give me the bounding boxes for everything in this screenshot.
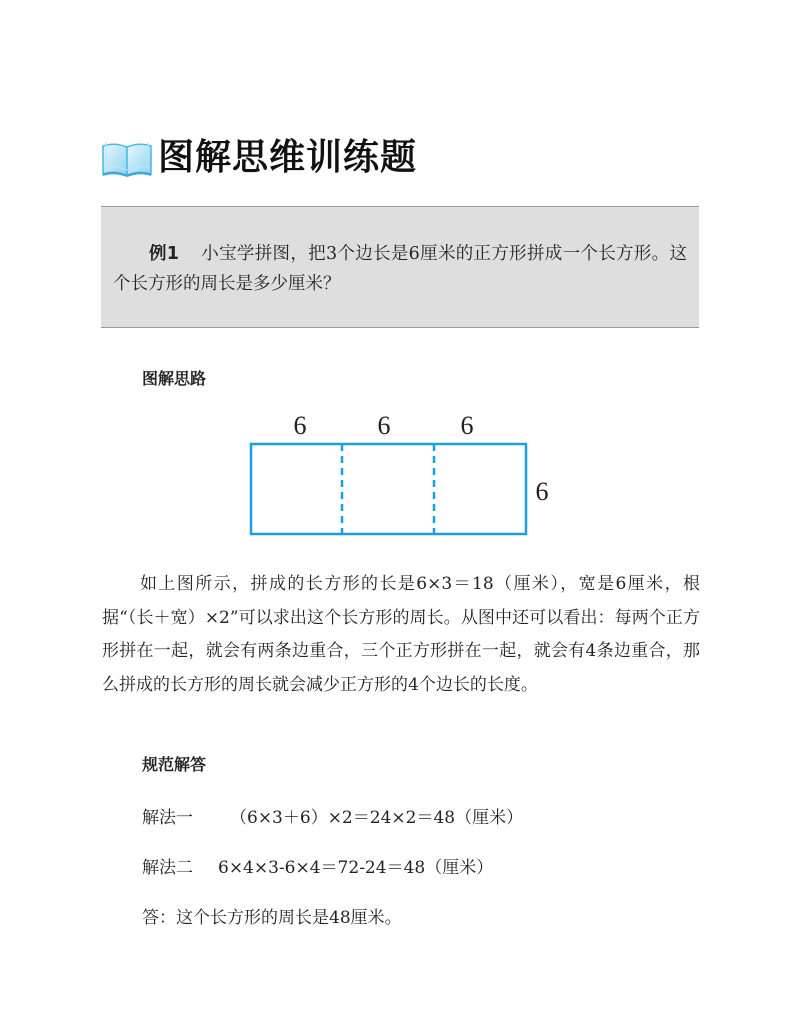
example-label: 例1 <box>149 244 179 264</box>
example-box <box>101 206 699 328</box>
answer-heading: 规范解答 <box>142 755 207 774</box>
final-answer: 答：这个长方形的周长是48厘米。 <box>142 908 402 928</box>
title-row <box>100 124 417 184</box>
side-label: 6 <box>535 477 549 506</box>
method-1-expression: （6×3＋6）×2＝24×2＝48（厘米） <box>230 808 524 828</box>
explanation-paragraph: 如上图所示，拼成的长方形的长是6×3＝18（厘米），宽是6厘米，根据“（长＋宽）×2”可以求出这个长方形的周长。从图中还可以看出：每两个正方形拼在一起，就会有两条边重合，三个正方形拼在一起，就会有4条边重合，那么拼成的长方形的周长就会减少正方形的4个边长的长度。 <box>102 574 700 695</box>
top-label-3: 6 <box>460 411 474 440</box>
page-title: 图解思维训练题 <box>158 136 418 178</box>
example-question: 小宝学拼图，把3个边长是6厘米的正方形拼成一个长方形。这个长方形的周长是多少厘米？ <box>113 244 687 294</box>
rectangle-figure <box>240 404 570 544</box>
top-label-2: 6 <box>377 411 391 440</box>
method-1-label: 解法一 <box>142 808 193 828</box>
outer-rectangle <box>251 444 526 534</box>
top-label-1: 6 <box>293 411 307 440</box>
example-text <box>113 239 687 299</box>
method-1-line <box>142 803 523 828</box>
method-2-expression: 6×4×3-6×4＝72-24＝48（厘米） <box>218 858 494 878</box>
method-2-label: 解法二 <box>142 858 193 878</box>
method-2-line <box>142 853 493 878</box>
book-icon <box>100 130 154 178</box>
figure-heading: 图解思路 <box>142 369 207 388</box>
